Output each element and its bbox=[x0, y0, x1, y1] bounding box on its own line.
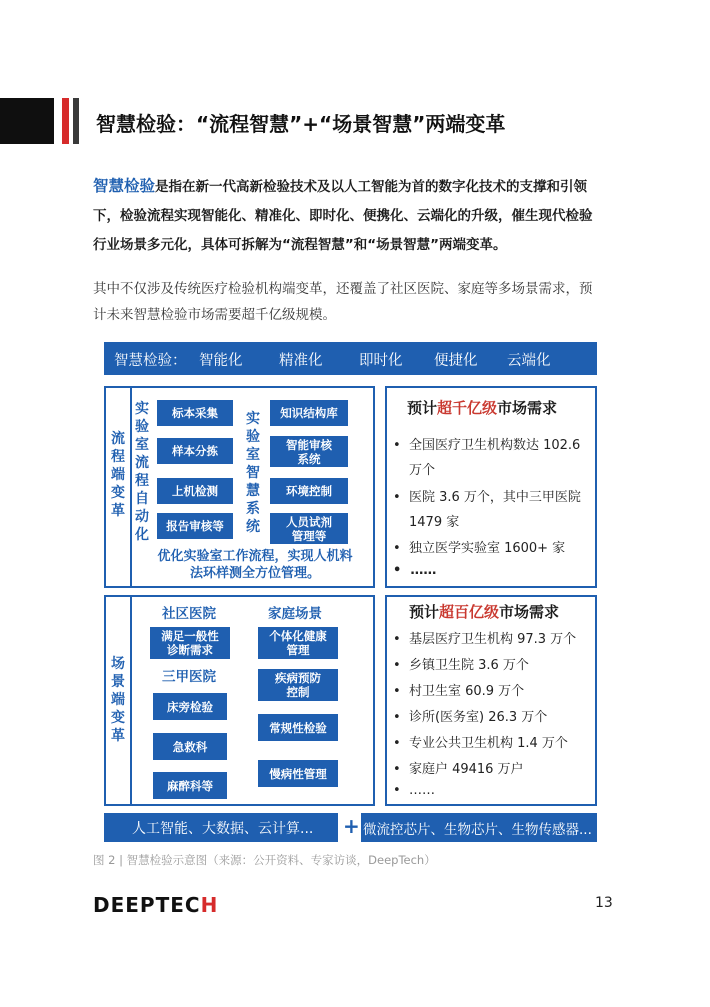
automation-item: 报告审核等 bbox=[157, 513, 233, 539]
para2-line1: 其中不仅涉及传统医疗检验机构端变革，还覆盖了社区医院、家庭等多场景需求，预 bbox=[93, 281, 593, 297]
market2-item: • 诊所(医务室) 26.3 万个 bbox=[393, 710, 548, 725]
hospital-item: 急救科 bbox=[153, 733, 227, 760]
plus-icon: + bbox=[343, 814, 360, 838]
home-item: 常规性检验 bbox=[258, 714, 338, 741]
market2-item: • 乡镇卫生院 3.6 万个 bbox=[393, 658, 529, 673]
automation-item: 样本分拣 bbox=[157, 438, 233, 464]
header-black-block bbox=[0, 98, 54, 144]
automation-label: 实 验 室 流 程 自 动 化 bbox=[135, 401, 149, 543]
automation-item: 标本采集 bbox=[157, 400, 233, 426]
market2-item: • 基层医疗卫生机构 97.3 万个 bbox=[393, 632, 577, 647]
home-item: 疾病预防控制 bbox=[258, 669, 338, 701]
market2-item: • …… bbox=[393, 783, 435, 798]
topbar-item: 精准化 bbox=[279, 353, 323, 369]
intro-line3: 行业场景多元化，具体可拆解为“流程智慧”和“场景智慧”两端变革。 bbox=[93, 237, 507, 253]
second-paragraph bbox=[93, 276, 633, 328]
automation-item: 上机检测 bbox=[157, 478, 233, 504]
hospital-label: 三甲医院 bbox=[162, 669, 216, 685]
page-title: 智慧检验：“流程智慧”+“场景智慧”两端变革 bbox=[96, 112, 506, 136]
market1-item: • 医院 3.6 万个，其中三甲医院 bbox=[393, 490, 581, 505]
hospital-item: 床旁检验 bbox=[153, 693, 227, 720]
tech-bar-right: 微流控芯片、生物芯片、生物传感器... bbox=[361, 813, 597, 842]
smart-item: 知识结构库 bbox=[270, 400, 348, 426]
intro-line2: 下，检验流程实现智能化、精准化、即时化、便携化、云端化的升级，催生现代检验 bbox=[93, 208, 593, 224]
market1-item: 万个 bbox=[409, 463, 436, 478]
topbar-item: 云端化 bbox=[507, 353, 551, 369]
deeptech-logo: DEEPTECH bbox=[93, 893, 219, 917]
process-side-label: 流 程 端 变 革 bbox=[111, 431, 125, 519]
home-label: 家庭场景 bbox=[268, 606, 322, 622]
process-summary: 优化实验室工作流程，实现人机料 法环样测全方位管理。 bbox=[157, 549, 353, 581]
intro-paragraph bbox=[93, 172, 633, 260]
market1-item: • 全国医疗卫生机构数达 102.6 bbox=[393, 438, 581, 453]
community-label: 社区医院 bbox=[162, 606, 216, 622]
figure-caption: 图 2 | 智慧检验示意图（来源：公开资料、专家访谈，DeepTech） bbox=[93, 853, 436, 867]
smart-item: 人员试剂管理等 bbox=[270, 513, 348, 544]
smart-item: 智能审核系统 bbox=[270, 436, 348, 467]
market1-item: • …… bbox=[393, 563, 437, 578]
home-item: 个体化健康管理 bbox=[258, 627, 338, 659]
topbar-item: 即时化 bbox=[359, 353, 403, 369]
smart-system-label: 实 验 室 智 慧 系 统 bbox=[246, 411, 260, 535]
header-gray-bar bbox=[73, 98, 79, 144]
figure-top-bar bbox=[104, 342, 597, 375]
topbar-label: 智慧检验： bbox=[114, 353, 187, 369]
smart-item: 环境控制 bbox=[270, 478, 348, 504]
market1-item: 1479 家 bbox=[409, 515, 460, 530]
intro-highlight: 智慧检验 bbox=[93, 177, 156, 195]
intro-line1: 是指在新一代高新检验技术及以人工智能为首的数字化技术的支撑和引领 bbox=[155, 179, 588, 195]
market1-heading: 预计超千亿级市场需求 bbox=[407, 399, 558, 417]
market2-item: • 家庭户 49416 万户 bbox=[393, 762, 524, 777]
header-red-bar bbox=[62, 98, 69, 144]
topbar-item: 智能化 bbox=[199, 353, 243, 369]
para2-line2: 计未来智慧检验市场需要超千亿级规模。 bbox=[93, 307, 336, 323]
market2-item: • 专业公共卫生机构 1.4 万个 bbox=[393, 736, 568, 751]
home-item: 慢病性管理 bbox=[258, 760, 338, 787]
market2-heading: 预计超百亿级市场需求 bbox=[409, 603, 560, 621]
process-divider bbox=[130, 388, 132, 586]
scene-side-label: 场 景 端 变 革 bbox=[111, 656, 125, 744]
tech-bar-left: 人工智能、大数据、云计算... bbox=[104, 813, 338, 842]
market1-item: • 独立医学实验室 1600+ 家 bbox=[393, 541, 566, 556]
scene-divider bbox=[130, 597, 132, 804]
hospital-item: 麻醉科等 bbox=[153, 772, 227, 799]
page-number: 13 bbox=[595, 895, 613, 911]
community-item: 满足一般性诊断需求 bbox=[150, 627, 230, 659]
market2-item: • 村卫生室 60.9 万个 bbox=[393, 684, 525, 699]
topbar-item: 便捷化 bbox=[434, 353, 478, 369]
